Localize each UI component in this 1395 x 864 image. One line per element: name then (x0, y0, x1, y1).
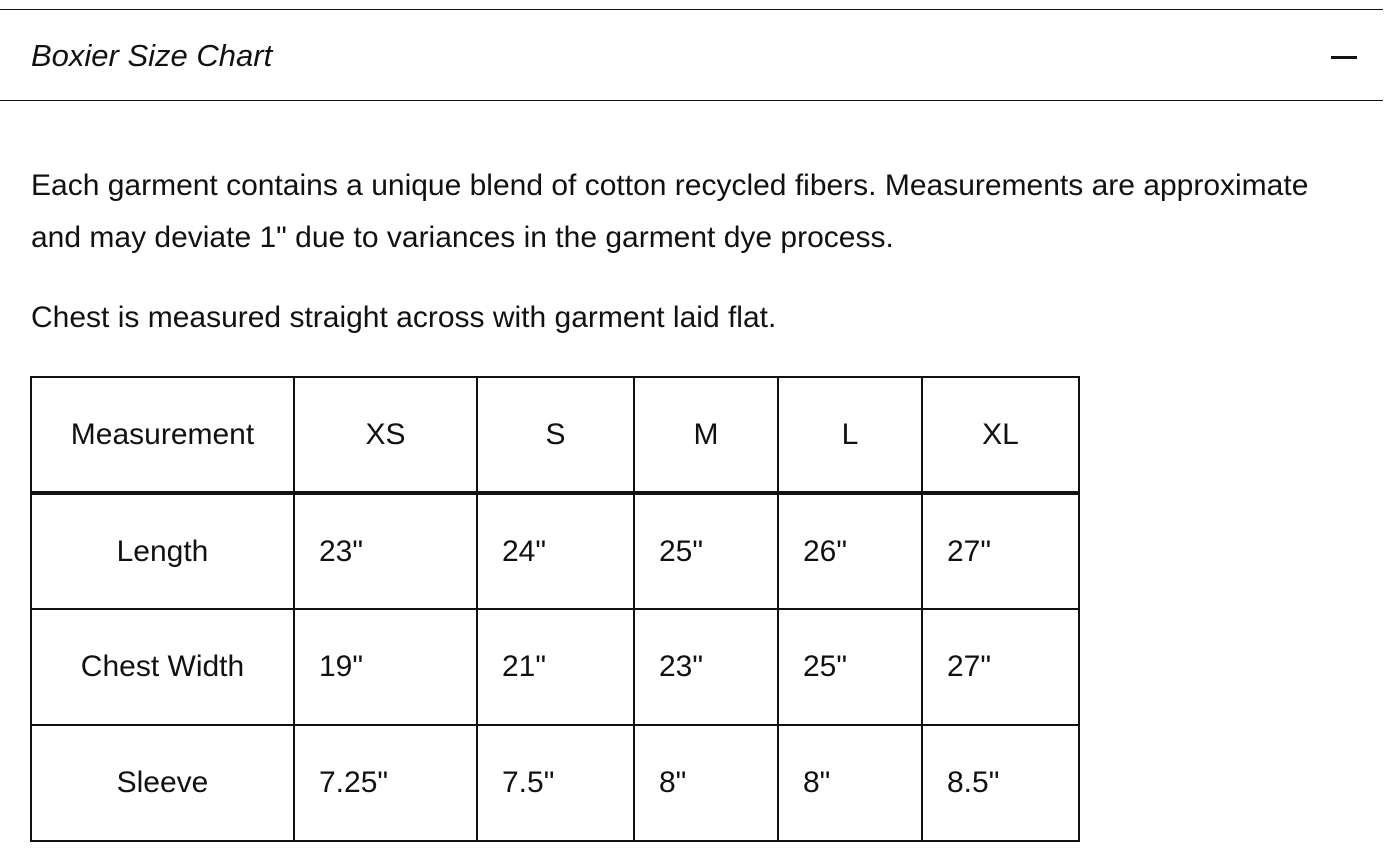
column-header-measurement: Measurement (31, 377, 294, 493)
table-cell: 7.25" (294, 725, 477, 841)
table-cell: 23" (294, 493, 477, 609)
table-cell: 8" (778, 725, 922, 841)
table-cell: 25" (778, 609, 922, 725)
column-header-l: L (778, 377, 922, 493)
table-cell: 23" (634, 609, 778, 725)
column-header-xl: XL (922, 377, 1079, 493)
table-cell: 27" (922, 493, 1079, 609)
table-cell: 27" (922, 609, 1079, 725)
table-cell: 8.5" (922, 725, 1079, 841)
accordion-title: Boxier Size Chart (31, 38, 273, 73)
table-cell: 7.5" (477, 725, 634, 841)
table-row (31, 609, 1079, 725)
row-label-length: Length (31, 493, 294, 609)
table-header-row (31, 377, 1079, 493)
size-table (30, 376, 1080, 842)
table-cell: 24" (477, 493, 634, 609)
column-header-s: S (477, 377, 634, 493)
table-row (31, 725, 1079, 841)
size-chart-description: Each garment contains a unique blend of cotton recycled fibers. Measurements are approximate and may deviate 1" due to variances in the garment dye process. (31, 169, 1309, 254)
table-cell: 19" (294, 609, 477, 725)
column-header-xs: XS (294, 377, 477, 493)
table-cell: 25" (634, 493, 778, 609)
accordion-header[interactable] (0, 9, 1383, 101)
table-cell: 8" (634, 725, 778, 841)
row-label-sleeve: Sleeve (31, 725, 294, 841)
table-cell: 26" (778, 493, 922, 609)
table-row (31, 493, 1079, 609)
chest-measurement-note: Chest is measured straight across with garment laid flat. (31, 301, 777, 334)
column-header-m: M (634, 377, 778, 493)
row-label-chest-width: Chest Width (31, 609, 294, 725)
table-cell: 21" (477, 609, 634, 725)
size-chart-accordion (0, 9, 1383, 101)
minus-icon[interactable] (1331, 56, 1357, 59)
